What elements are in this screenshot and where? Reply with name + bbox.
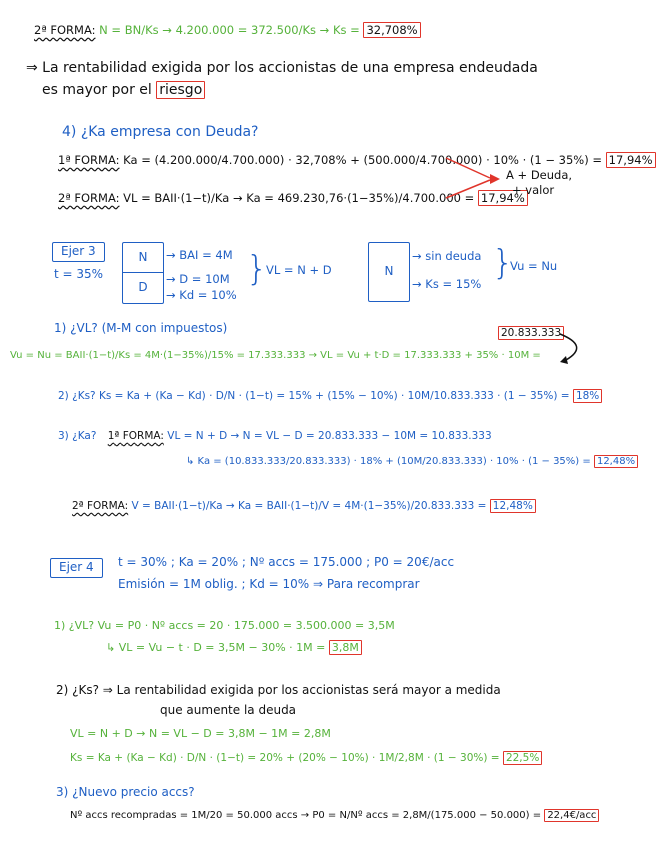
ejer3-q3-forma2-row — [72, 500, 536, 512]
q1-heading-text: 1) ¿VL? (M-M con impuestos) — [54, 321, 228, 335]
ejer4-q2-line1: 2) ¿Ks? ⇒ La rentabilidad exigida por los accionistas será mayor a medida — [56, 683, 501, 697]
bai-value: BAI = 4M — [179, 248, 233, 262]
side-note-line-2: + valor — [512, 182, 555, 197]
q4-forma1-result: 17,94% — [606, 152, 656, 168]
q3-heading: 3) ¿Ka? — [58, 430, 97, 442]
balance-n: N — [123, 243, 163, 273]
ejer4-q2-green2-text: Ks = Ka + (Ka − Kd) · D/N · (1−t) = 20% + (20% − 10%) · 1M/2,8M · (1 − 30%) = — [70, 752, 500, 764]
forma2-label: 2ª FORMA: — [34, 23, 96, 37]
q3-forma1-label: 1ª FORMA: — [107, 430, 164, 442]
ejer4-title: Ejer 4 — [50, 558, 103, 578]
ejer4-q2-result: 22,5% — [503, 751, 542, 765]
ejer4-q1-line2-text: ↳ VL = Vu − t · D = 3,5M − 30% · 1M = — [106, 641, 326, 654]
q3-forma1-result: 12,48% — [594, 455, 638, 468]
q4-forma2-text: VL = BAII·(1−t)/Ka → Ka = 469.230,76·(1−35%)/4.700.000 = — [123, 191, 475, 205]
curved-arrow-path — [560, 334, 577, 360]
ejer4-data-1: t = 30% ; Ka = 20% ; Nº accs = 175.000 ; P0 = 20€/acc — [118, 555, 455, 569]
ejer3-q1-line: Vu = Nu = BAII·(1−t)/Ks = 4M·(1−35%)/15% = 17.333.333 → VL = Vu + t·D = 17.333.333 + 35% · 10M = — [10, 350, 541, 361]
q3-forma2-label: 2ª FORMA: — [72, 500, 129, 512]
ejer4-q2-line2: que aumente la deuda — [160, 703, 297, 717]
ejer3-q3-line2 — [186, 456, 638, 468]
conclusion-text: es mayor por el — [42, 82, 152, 98]
riesgo-box: riesgo — [156, 81, 205, 99]
ejer4-q1-line: 1) ¿VL? Vu = P0 · Nº accs = 20 · 175.000 = 3.500.000 = 3,5M — [54, 619, 395, 632]
ejer3-q1-boxed: 20.833.333 — [498, 326, 564, 340]
ejer3-kd: → Kd = 10% — [166, 288, 237, 302]
ejer3-vl-eq: VL = N + D — [266, 263, 332, 277]
q4-forma1-text: Ka = (4.200.000/4.700.000) · 32,708% + (500.000/4.700.000) · 10% · (1 − 35%) = — [123, 153, 602, 167]
ejer4-q1-result: 3,8M — [329, 640, 362, 655]
ks-value: Ks = 15% — [425, 277, 482, 291]
ejer3-tax: t = 35% — [54, 267, 104, 281]
ks-result-box: 32,708% — [363, 22, 420, 38]
ejer4-q3-result: 22,4€/acc — [544, 809, 599, 822]
ejer4-q1-line2 — [106, 642, 362, 655]
ejer3-vu-eq: Vu = Nu — [510, 259, 558, 273]
ejer3-dval: → D = 10M — [166, 272, 230, 286]
ejer3-bai: → BAI = 4M — [166, 248, 233, 262]
d-value: D = 10M — [179, 272, 230, 286]
side-note-line-1: A + Deuda, — [506, 168, 573, 182]
q3-line2-text: ↳ Ka = (10.833.333/20.833.333) · 18% + (10M/20.833.333) · 10% · (1 − 35%) = — [186, 456, 591, 467]
q4-forma2-label: 2ª FORMA: — [58, 191, 120, 205]
q4-forma2-result: 17,94% — [478, 190, 528, 206]
ejer4-q3-text: Nº accs recompradas = 1M/20 = 50.000 accs → P0 = N/Nº accs = 2,8M/(175.000 − 50.000) = — [70, 810, 542, 821]
curved-arrow-head — [560, 356, 568, 364]
q3-forma2-result: 12,48% — [490, 499, 536, 513]
ejer3-ks: → Ks = 15% — [412, 277, 482, 291]
ejer3-sin-deuda: → sin deuda — [412, 249, 482, 263]
ejer4-q3-row — [70, 810, 599, 822]
ejer4-q2-green1: VL = N + D → N = VL − D = 3,8M − 1M = 2,8M — [70, 727, 331, 740]
ejer3-q2-row — [58, 390, 602, 402]
balance-d: D — [138, 279, 148, 294]
top-formula-text: N = BN/Ks → 4.200.000 = 372.500/Ks → Ks = — [99, 23, 360, 37]
q2-text: 2) ¿Ks? Ks = Ka + (Ka − Kd) · D/N · (1−t) = 15% + (15% − 10%) · 10M/10.833.333 · (1 − 35%) = — [58, 390, 570, 402]
sin-deuda-text: sin deuda — [425, 249, 482, 263]
ejer3-q3-row — [58, 430, 492, 442]
q3-forma2-text: V = BAII·(1−t)/Ka → Ka = BAII·(1−t)/V = 4M·(1−35%)/20.833.333 = — [131, 500, 487, 512]
unlevered-n: N — [384, 264, 394, 279]
q4-forma1-label: 1ª FORMA: — [58, 153, 120, 167]
brace-1: } — [246, 249, 268, 289]
q2-result: 18% — [573, 389, 602, 403]
ejer3-title: Ejer 3 — [52, 242, 105, 262]
ejer4-q2-green2 — [70, 752, 542, 764]
ejer4-data-2: Emisión = 1M oblig. ; Kd = 10% ⇒ Para recomprar — [118, 577, 420, 591]
q4-heading: 4) ¿Ka empresa con Deuda? — [62, 124, 259, 140]
ejer4-q3-heading: 3) ¿Nuevo precio accs? — [56, 785, 195, 799]
conclusion-line-1: ⇒ La rentabilidad exigida por los accionistas de una empresa endeudada — [26, 60, 538, 76]
kd-value: Kd = 10% — [179, 288, 237, 302]
q3-forma1-text: VL = N + D → N = VL − D = 20.833.333 − 10M = 10.833.333 — [167, 430, 492, 442]
brace-2: } — [492, 243, 514, 283]
